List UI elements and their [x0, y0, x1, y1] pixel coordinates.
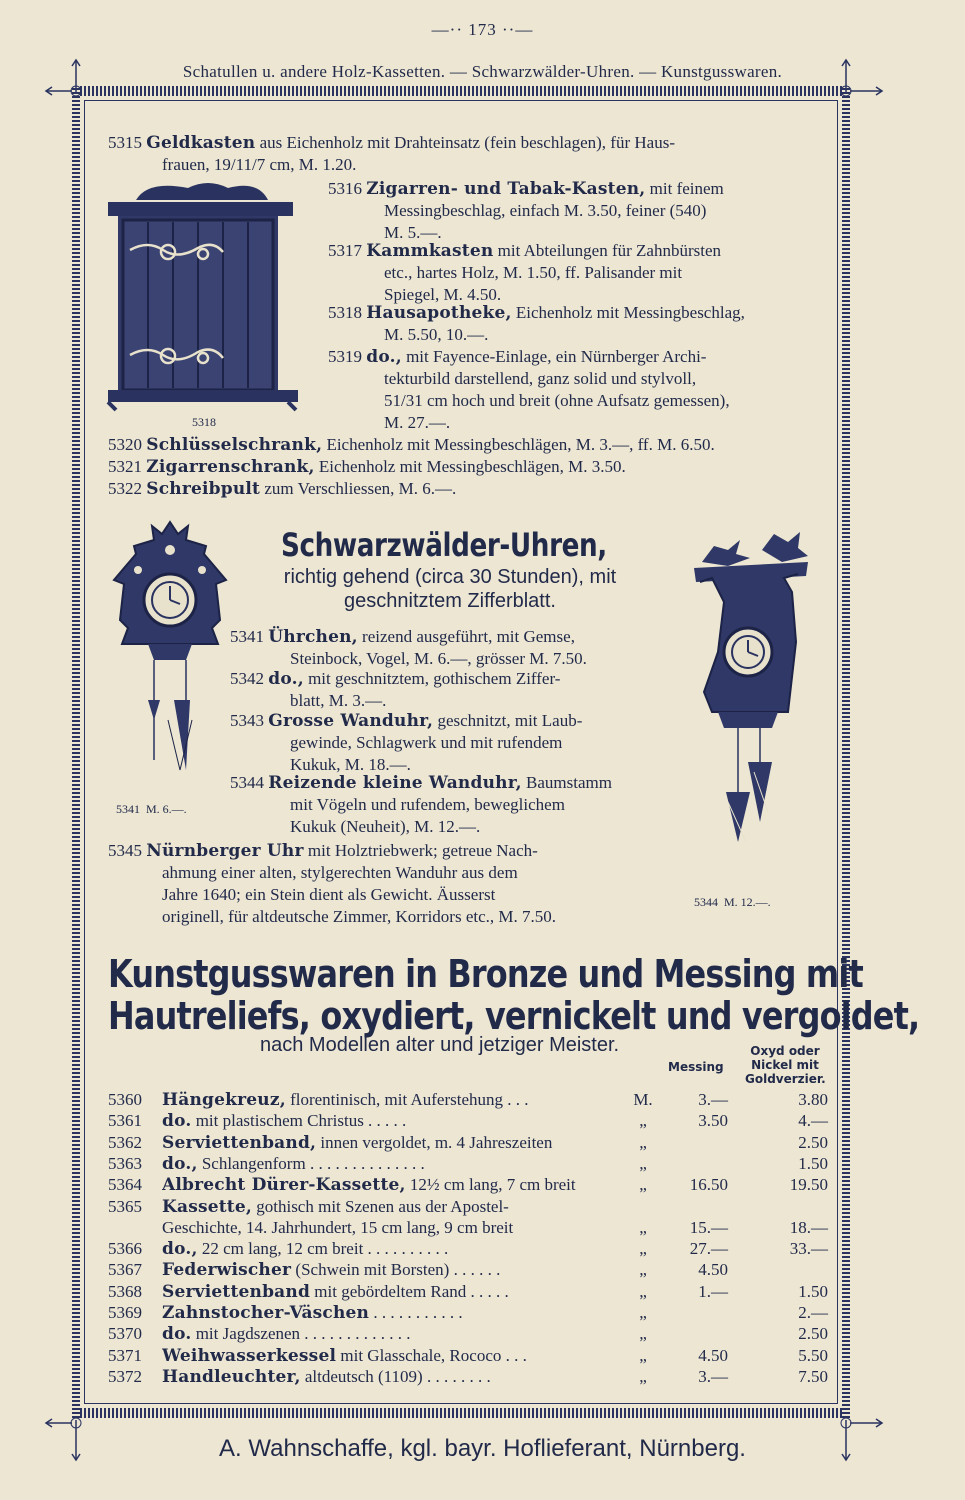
item-5320: 5320 Schlüsselschrank, Eichenholz mit Messingbeschlägen, M. 3.—, ff. M. 6.50. — [108, 435, 715, 455]
item-description: Serviettenband, innen vergoldet, m. 4 Jahreszeiten — [162, 1132, 553, 1153]
section-heading-clocks: Schwarzwälder-Uhren, — [281, 526, 607, 564]
price-oxyd: 19.50 — [789, 1175, 828, 1195]
item-5317: 5317 Kammkasten mit Abteilungen für Zahnbürsten etc., hartes Holz, M. 1.50, ff. Palisander mit Spiegel, M. 4.50. — [328, 241, 721, 304]
table-row — [108, 1217, 828, 1240]
page-number: —·· 173 ··— — [431, 20, 534, 39]
table-row — [108, 1197, 823, 1219]
running-header: Schatullen u. andere Holz-Kassetten. — Schwarzwälder-Uhren. — Kunstgusswaren. — [182, 62, 783, 81]
bronze-subheading: nach Modellen alter und jetziger Meister. — [260, 1034, 620, 1056]
ditto-mark: „ — [639, 1303, 647, 1322]
ditto-mark: „ — [639, 1260, 647, 1280]
ditto-mark: „ — [639, 1324, 647, 1344]
table-row — [108, 1132, 828, 1155]
item-number: 5371 — [108, 1345, 142, 1365]
ditto-mark: M. — [633, 1090, 653, 1109]
item-number: 5362 — [108, 1132, 142, 1152]
item-number: 5367 — [108, 1260, 142, 1280]
price-messing: 3.— — [698, 1366, 728, 1386]
item-5322: 5322 Schreibpult zum Verschliessen, M. 6.—. — [108, 479, 457, 499]
table-row — [108, 1303, 828, 1325]
ditto-mark: „ — [639, 1366, 647, 1386]
item-number: 5369 — [108, 1303, 142, 1322]
price-oxyd: 2.50 — [798, 1132, 828, 1152]
item-number: 5372 — [108, 1366, 142, 1386]
item-description: Kassette, gothisch mit Szenen aus der Apostel- — [162, 1196, 509, 1217]
price-messing: 4.50 — [698, 1345, 728, 1365]
clocks-subheading-1: richtig gehend (circa 30 Stunden), mit — [283, 566, 617, 588]
figure-caption-5318: 5318 — [192, 415, 216, 429]
ditto-mark: „ — [639, 1217, 647, 1237]
footer-publisher: A. Wahnschaffe, kgl. bayr. Hoflieferant, Nürnberg. — [219, 1435, 746, 1462]
table-row — [108, 1111, 828, 1133]
item-number: 5365 — [108, 1196, 142, 1216]
item-description: Hängekreuz, florentinisch, mit Auferstehung . . . — [162, 1090, 529, 1110]
item-5345: 5345 Nürnberger Uhr mit Holztriebwerk; getreue Nach- ahmung einer alten, stylgerechten Wanduhr aus dem Jahre 1640; ein Stein dient als Gewicht. Äusserst originell, für altdeutsche Zimmer, Korridors etc., M. 7.50. — [108, 841, 556, 926]
cuckoo-clock-illustration-5344 — [688, 522, 823, 902]
item-description: do. mit plastischem Christus . . . . . — [162, 1111, 407, 1132]
item-5319: 5319 do., mit Fayence-Einlage, ein Nürnberger Archi- tekturbild darstellend, ganz solid und stylvoll, 51/31 cm hoch und breit (ohne Aufsatz gemessen), M. 27.—. — [328, 347, 730, 432]
table-row — [108, 1090, 828, 1112]
price-oxyd: 7.50 — [798, 1366, 828, 1386]
item-description: Handleuchter, altdeutsch (1109) . . . . . . . . — [162, 1366, 491, 1387]
item-number: 5368 — [108, 1281, 142, 1301]
ditto-mark: „ — [639, 1111, 647, 1131]
section-heading-bronze-1: Kunstgusswaren in Bronze und Messing mit — [108, 952, 863, 996]
table-row — [108, 1345, 828, 1368]
item-5342: 5342 do., mit geschnitztem, gothischem Ziffer- blatt, M. 3.—. — [230, 669, 561, 710]
price-oxyd: 18.— — [789, 1217, 828, 1237]
ditto-mark: „ — [639, 1175, 647, 1195]
cuckoo-clock-illustration-5341 — [108, 520, 233, 810]
table-row — [108, 1239, 828, 1261]
price-oxyd: 2.50 — [798, 1324, 828, 1344]
table-row — [108, 1153, 828, 1176]
price-messing: 4.50 — [698, 1260, 728, 1280]
item-number: 5370 — [108, 1324, 142, 1344]
table-row — [108, 1175, 828, 1197]
item-description: Serviettenband mit gebördeltem Rand . . . . . — [162, 1281, 509, 1302]
item-5344: 5344 Reizende kleine Wanduhr, Baumstamm mit Vögeln und rufendem, beweglichem Kukuk (Neuheit), M. 12.—. — [230, 773, 612, 836]
item-5341: 5341 Ührchen, reizend ausgeführt, mit Gemse, Steinbock, Vogel, M. 6.—, grösser M. 7.50. — [230, 627, 587, 668]
item-5315: 5315 Geldkasten aus Eichenholz mit Drahteinsatz (fein beschlagen), für Haus- frauen, 19/11/7 cm, M. 1.20. — [108, 133, 675, 174]
table-row — [108, 1260, 823, 1282]
price-oxyd: 3.80 — [798, 1090, 828, 1109]
item-5321: 5321 Zigarrenschrank, Eichenholz mit Messingbeschlägen, M. 3.50. — [108, 457, 626, 477]
price-messing: 15.— — [689, 1217, 728, 1237]
price-oxyd: 2.— — [798, 1303, 828, 1322]
ditto-mark: „ — [639, 1132, 647, 1152]
ditto-mark: „ — [639, 1153, 647, 1173]
table-row — [108, 1324, 828, 1346]
item-description: Albrecht Dürer-Kassette, 12½ cm lang, 7 cm breit — [162, 1175, 576, 1196]
item-number: 5363 — [108, 1153, 142, 1173]
price-messing: 27.— — [689, 1239, 728, 1259]
item-5318: 5318 Hausapotheke, Eichenholz mit Messingbeschlag, M. 5.50, 10.—. — [328, 303, 745, 344]
ditto-mark: „ — [639, 1345, 647, 1365]
price-oxyd: 1.50 — [798, 1153, 828, 1173]
price-oxyd: 1.50 — [798, 1281, 828, 1301]
item-description: Federwischer (Schwein mit Borsten) . . . . . . — [162, 1260, 501, 1281]
table-row — [108, 1281, 828, 1304]
item-description: Geschichte, 14. Jahrhundert, 15 cm lang, 9 cm breit — [162, 1217, 514, 1237]
price-messing: 3.50 — [698, 1111, 728, 1131]
item-description: Weihwasserkessel mit Glasschale, Rococo . . . — [162, 1345, 527, 1366]
item-5343: 5343 Grosse Wanduhr, geschnitzt, mit Laub- gewinde, Schlagwerk und mit rufendem Kukuk, M. 18.—. — [230, 711, 583, 774]
price-messing: 3.— — [698, 1090, 728, 1109]
item-number: 5366 — [108, 1239, 142, 1259]
item-description: do., 22 cm lang, 12 cm breit . . . . . . . . . . — [162, 1239, 449, 1260]
price-oxyd: 4.— — [798, 1111, 828, 1131]
item-number: 5360 — [108, 1090, 142, 1109]
item-number: 5364 — [108, 1175, 142, 1195]
column-header-messing: Messing — [668, 1060, 724, 1074]
column-header-oxyd: Oxyd oder Nickel mit Goldverzier. — [745, 1044, 826, 1086]
ditto-mark: „ — [639, 1239, 647, 1259]
item-5316: 5316 Zigarren- und Tabak-Kasten, mit feinem Messingbeschlag, einfach M. 3.50, feiner (540) M. 5.—. — [328, 179, 724, 242]
frame-ornament-top — [0, 60, 965, 120]
price-oxyd: 33.— — [789, 1239, 828, 1259]
price-messing: 1.— — [698, 1281, 728, 1301]
item-number: 5361 — [108, 1111, 142, 1131]
figure-caption-5344: 5344 M. 12.—. — [694, 895, 771, 909]
apothecary-cabinet-illustration — [108, 180, 318, 410]
section-heading-bronze-2: Hautreliefs, oxydiert, vernickelt und vergoldet, — [108, 994, 920, 1038]
clocks-subheading-2: geschnitztem Zifferblatt. — [344, 590, 556, 612]
price-oxyd: 5.50 — [798, 1345, 828, 1365]
item-description: do. mit Jagdszenen . . . . . . . . . . . . . — [162, 1324, 411, 1345]
figure-caption-5341: 5341 M. 6.—. — [116, 802, 187, 816]
price-messing: 16.50 — [689, 1175, 728, 1195]
item-description: do., Schlangenform . . . . . . . . . . . . . . — [162, 1153, 425, 1174]
item-description: Zahnstocher-Väschen . . . . . . . . . . . — [162, 1303, 463, 1323]
table-row — [108, 1366, 828, 1389]
ditto-mark: „ — [639, 1281, 647, 1301]
